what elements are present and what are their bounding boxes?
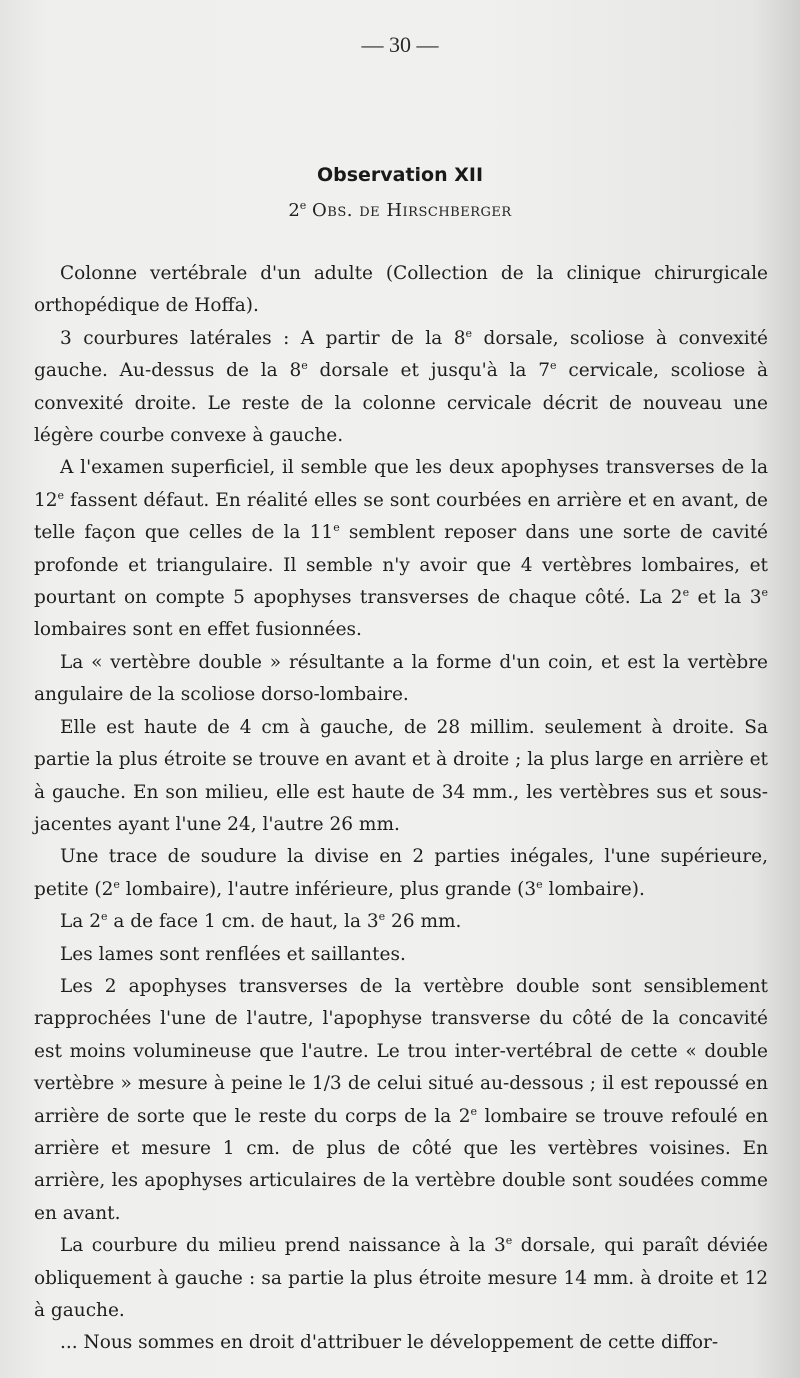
paragraph xyxy=(34,939,768,971)
text-run: lombaire). xyxy=(542,878,645,900)
text-run: Les lames sont renflées et saillantes. xyxy=(60,943,406,965)
text-run: et la 3 xyxy=(689,587,762,609)
text-run: fassent défaut. En réalité elles se sont courbées en arrière et en avant, de telle façon que celles de la 11 xyxy=(34,489,768,544)
ordinal-superscript: e xyxy=(761,585,768,599)
observation-title: Observation XII xyxy=(316,164,484,186)
paragraph xyxy=(34,1327,768,1359)
ordinal-superscript: e xyxy=(378,909,386,923)
paragraph xyxy=(34,647,768,712)
observation-subtitle xyxy=(0,200,800,221)
paragraph xyxy=(34,452,768,646)
text-run: La 2 xyxy=(60,911,101,933)
ordinal-superscript: e xyxy=(536,877,543,891)
text-run: a de face 1 cm. de haut, la 3 xyxy=(107,911,379,933)
text-run: ... Nous sommes en droit d'attribuer le développement de cette diffor- xyxy=(60,1332,719,1354)
text-run: semblent reposer dans une sorte de cavité profonde et triangulaire. Il semble n'y avoir que 4 vertèbres lombaires, et pourtant on compte 5 apophyses transverses de chaque côté. La 2 xyxy=(34,522,768,609)
paragraph xyxy=(34,841,768,906)
text-run: dorsale, scoliose à convexité gauche. Au-dessus de la 8 xyxy=(34,327,768,382)
ordinal-superscript: e xyxy=(113,877,120,891)
subtitle-ordinal-sup: e xyxy=(299,199,307,212)
text-run: dorsale, qui paraît déviée obliquement à gauche : sa partie la plus étroite mesure 14 mm. à droite et 12 à gauche. xyxy=(34,1235,768,1321)
ordinal-superscript: e xyxy=(333,521,340,535)
paragraph xyxy=(34,712,768,842)
ordinal-superscript: e xyxy=(505,1234,513,1248)
page-number: — 30 — xyxy=(361,32,439,57)
paragraph xyxy=(34,971,768,1230)
text-run: Elle est haute de 4 cm à gauche, de 28 millim. seulement à droite. Sa partie la plus étroite se trouve en avant et à droite ; la plus large en arrière et à gauche. En son milieu, elle est haute de 34 mm., les vertèbres sus et sous-jacentes ayant l'une 24, l'autre 26 mm. xyxy=(34,716,768,835)
ordinal-superscript: e xyxy=(57,488,65,502)
ordinal-superscript: e xyxy=(682,585,690,599)
subtitle-text: Obs. de Hirschberger xyxy=(312,200,512,221)
text-run: lombaire se trouve refoulé en arrière et mesure 1 cm. de plus de côté que les vertèbres voisines. En arrière, les apophyses articulaires de la vertèbre double sont soudées comme en avant. xyxy=(34,1105,768,1224)
ordinal-superscript: e xyxy=(301,359,308,373)
paragraph xyxy=(34,258,768,323)
text-run: lombaires sont en effet fusionnées. xyxy=(34,619,362,641)
subtitle-ordinal: 2 xyxy=(288,200,300,221)
ordinal-superscript: e xyxy=(465,326,472,340)
text-run: Une trace de soudure la divise en 2 parties inégales, l'une supérieure, petite (2 xyxy=(34,846,768,900)
ordinal-superscript: e xyxy=(470,1104,478,1118)
paragraph xyxy=(34,1230,768,1327)
text-run: Les 2 apophyses transverses de la vertèbre double sont sensiblement rapprochées l'une de l'autre, l'apophyse transverse du côté de la concavité est moins volumineuse que l'autre. Le trou inter-vertébral de cette « double vertèbre » mesure à peine le 1/3 de celui situé au-dessous ; il est repoussé en arrière de sorte que le reste du corps de la 2 xyxy=(34,975,768,1127)
ordinal-superscript: e xyxy=(100,909,108,923)
paragraph xyxy=(34,906,768,938)
ordinal-superscript: e xyxy=(550,359,557,373)
text-run: lombaire), l'autre inférieure, plus grande (3 xyxy=(119,878,537,900)
text-run: La « vertèbre double » résultante a la forme d'un coin, et est la vertèbre angulaire de la scoliose dorso-lombaire. xyxy=(34,651,768,706)
text-run: Colonne vertébrale d'un adulte (Collection de la clinique chirurgicale orthopédique de Hoffa). xyxy=(34,263,768,317)
text-run: cervicale, scoliose à convexité droite. Le reste de la colonne cervicale décrit de nouveau une légère courbe convexe à gauche. xyxy=(34,360,768,447)
paragraph xyxy=(34,323,768,453)
text-run: A l'examen superficiel, il semble que les deux apophyses transverses de la 12 xyxy=(34,457,768,511)
text-run: 26 mm. xyxy=(385,911,462,933)
text-run: dorsale et jusqu'à la 7 xyxy=(307,360,551,382)
text-run: 3 courbures latérales : A partir de la 8 xyxy=(60,327,466,349)
text-run: La courbure du milieu prend naissance à la 3 xyxy=(60,1235,506,1257)
body-text xyxy=(34,258,768,1360)
